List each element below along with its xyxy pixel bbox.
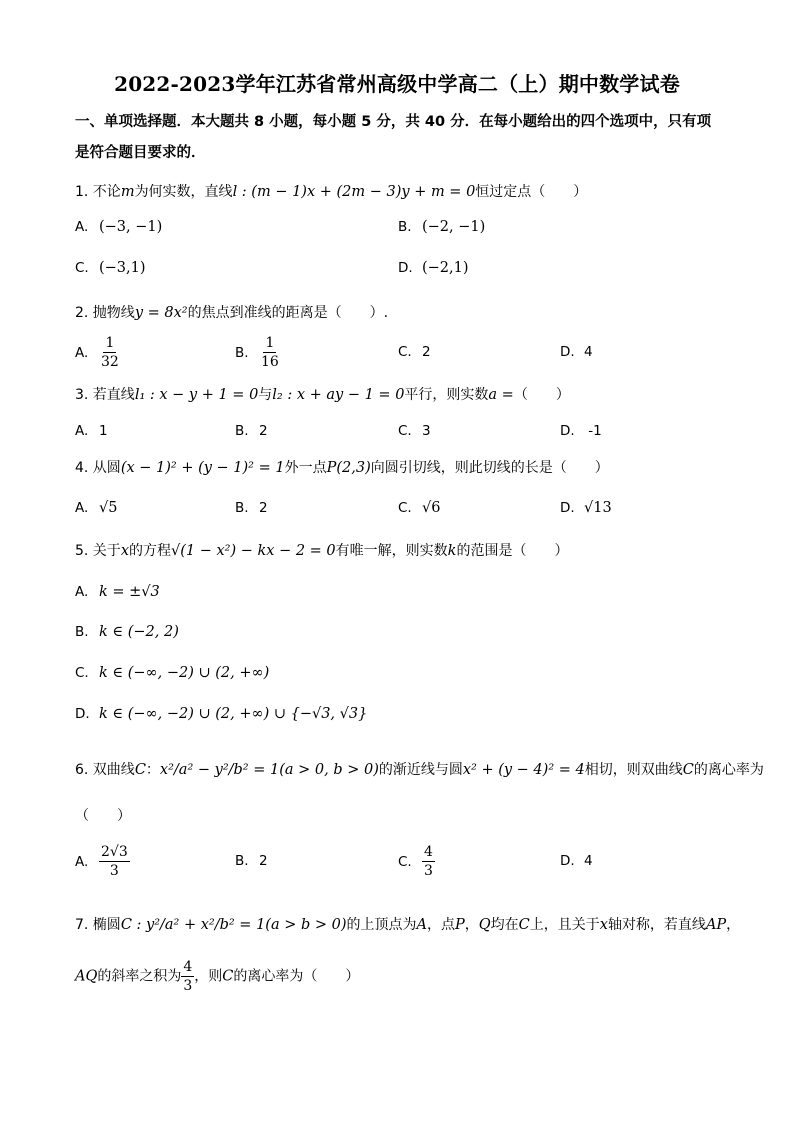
q5-option-b: B. k ∈ (−2, 2) (75, 624, 179, 640)
q6-option-b: B. 2 (235, 853, 268, 869)
question-2: 2. 抛物线y = 8x²的焦点到准线的距离是（ ）. (75, 305, 389, 321)
question-4: 4. 从圆(x − 1)² + (y − 1)² = 1外一点P(2,3)向圆引切线，则此切线的长是（ ） (75, 460, 609, 476)
question-6-paren: （ ） (75, 808, 131, 824)
q4-option-a: A. √5 (75, 500, 118, 516)
q4-option-c: C. √6 (398, 500, 441, 516)
q2-option-c: C. 2 (398, 344, 431, 360)
q5-option-a: A. k = ±√3 (75, 584, 160, 600)
question-5: 5. 关于x的方程√(1 − x²) − kx − 2 = 0有唯一解，则实数k的范围是（ ） (75, 543, 569, 559)
question-7-line-2: AQ的斜率之积为 $\frac{4}{3}$ ，则C的离心率为（ ） (75, 959, 360, 994)
question-3: 3. 若直线l₁ : x − y + 1 = 0与l₂ : x + ay − 1 = 0平行，则实数a =（ ） (75, 387, 570, 403)
q3-option-b: B. 2 (235, 423, 268, 439)
q1-option-a: A. (−3, −1) (75, 219, 163, 235)
q2-option-d: D. 4 (560, 344, 593, 360)
q6-option-d: D. 4 (560, 853, 593, 869)
section-heading: 一、单项选择题．本大题共 8 小题，每小题 5 分，共 40 分．在每小题给出的四个选项中，只有项是符合题目要求的． (75, 114, 712, 161)
page-title: 2022-2023学年江苏省常州高级中学高二（上）期中数学试卷 (114, 72, 680, 96)
q4-option-b: B. 2 (235, 500, 268, 516)
q1-math: l : (m − 1)x + (2m − 3)y + m = 0 (232, 184, 476, 200)
q3-option-c: C. 3 (398, 423, 431, 439)
q6-option-a: A. $\frac{2√3}{3}$ (75, 844, 128, 879)
q4-option-d: D. √13 (560, 500, 612, 516)
q1-option-b: B. (−2, −1) (398, 219, 486, 235)
q5-option-d: D. k ∈ (−∞, −2) ∪ (2, +∞) ∪ {−√3, √3} (75, 706, 368, 722)
question-1: 1. 不论m为何实数，直线l : (m − 1)x + (2m − 3)y + m = 0恒过定点（ ） (75, 184, 588, 200)
q6-option-c: C. $\frac{4}{3}$ (398, 844, 433, 879)
q2-option-a: A. $\frac{1}{32}$ (75, 335, 119, 370)
q5-option-c: C. k ∈ (−∞, −2) ∪ (2, +∞) (75, 665, 270, 681)
question-6: 6. 双曲线C：x²/a² − y²/b² = 1(a > 0, b > 0)的渐近线与圆x² + (y − 4)² = 4相切，则双曲线C的离心率为 (75, 762, 764, 778)
q1-option-d: D. (−2,1) (398, 260, 469, 276)
q3-option-a: A. 1 (75, 423, 108, 439)
q2-option-b: B. $\frac{1}{16}$ (235, 335, 279, 370)
q3-option-d: D. -1 (560, 423, 602, 439)
q1-option-c: C. (−3,1) (75, 260, 146, 276)
question-7: 7. 椭圆C : y²/a² + x²/b² = 1(a > b > 0)的上顶点为A，点P，Q均在C上，且关于x轴对称，若直线AP， (75, 917, 741, 933)
